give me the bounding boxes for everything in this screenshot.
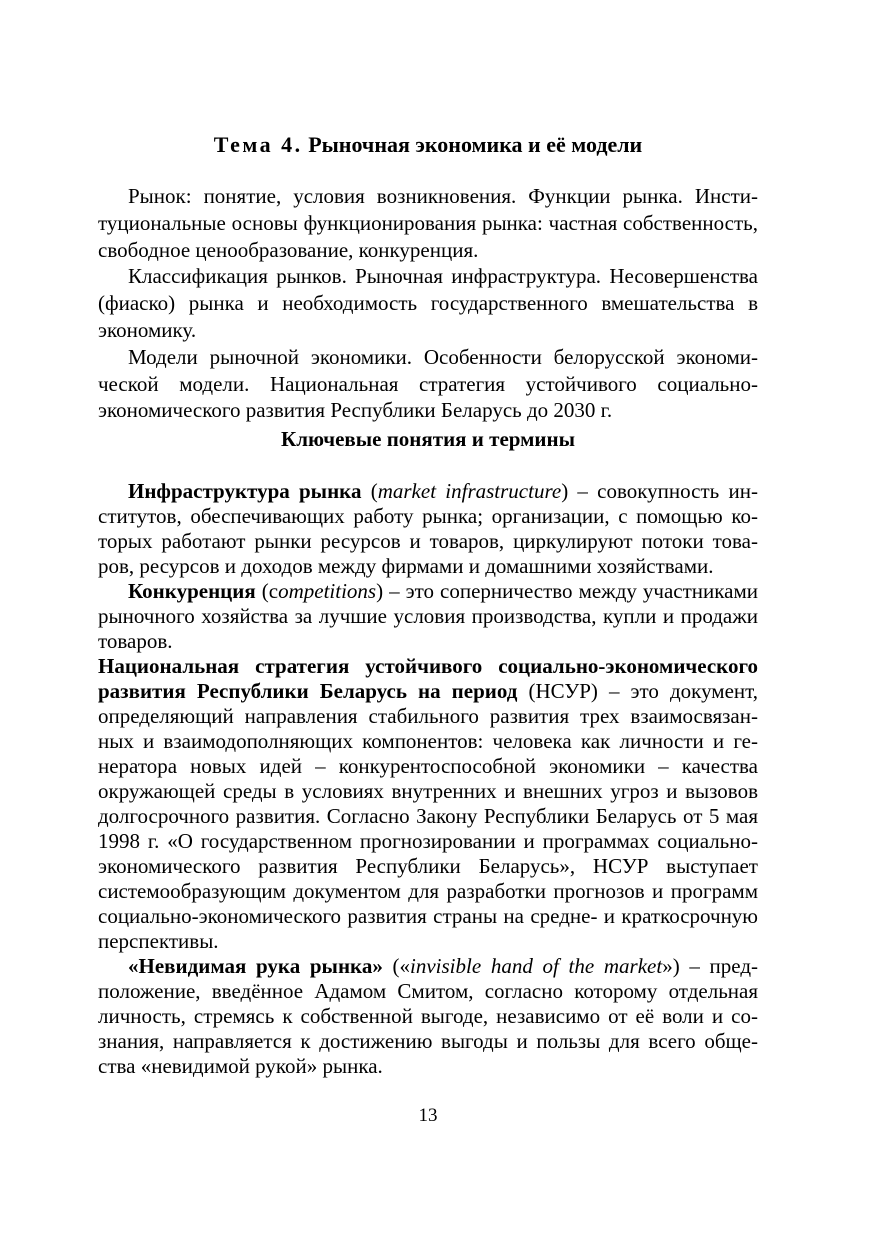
text-run: ( [361,479,378,504]
text-run: ) – совокупность институтов, обеспечивающих работу рынка; организации, с помощью которых работают рынки ресурсов и товаров, циркулируют потоки товаров, ресурсов и доходов между фирмами и домашними хозяйствами. [98,479,758,579]
text-run: (c [255,579,279,604]
bold-text-run: «Невидимая рука рынка» [128,954,383,979]
paragraph [98,579,758,654]
italic-text-run: market infrastructure [377,479,562,504]
bold-text-run: Инфраструктура рынка [128,479,362,504]
paragraph [98,654,758,954]
key-terms-paragraphs [98,479,758,1079]
text-run: ») – предположение, введённое Адамом Смитом, согласно которому отдельная личность, стремясь к собственной выгоде, независимо от её воли и сознания, направляется к достижению выгоды и пользы для всего общества «невидимой рукой» рынка. [98,954,758,1079]
paragraph [98,263,758,343]
intro-paragraphs [98,183,758,424]
text-block [98,0,758,1079]
text-run: (НСУР) – это документ, определяющий направления стабильного развития трех взаимосвязанных и взаимодополняющих компонентов: человека как личности и генератора новых идей – конкурентоспособной экономики – качества окружающей среды в условиях внутренних и внешних угроз и вызовов долгосрочного развития. Согласно Закону Республики Беларусь от 5 мая 1998 г. «О государственном прогнозировании и программах социально-экономического развития Республики Беларусь», НСУР выступает системообразующим документом для разработки прогнозов и программ социально-экономического развития страны на средне- и краткосрочную перспективы. [98,679,759,954]
paragraph [98,183,758,263]
bold-text-run: Конкуренция [128,579,256,604]
section-heading: Ключевые понятия и термины [280,427,576,452]
text-run: (« [382,954,411,979]
title-topic-number: Тема 4. [213,132,303,157]
italic-text-run: invisible hand of the market [410,954,663,979]
paragraph [98,479,758,579]
text-run: Модели рыночной экономики. Особенности белорусской экономической модели. Национальная стратегия устойчивого социально-экономического развития Республики Беларусь до 2030 г. [98,344,758,423]
text-run: Классификация рынков. Рыночная инфраструктура. Несовершенства (фиаско) рынка и необходимость государственного вмешательства в экономику. [98,264,758,342]
paragraph [98,954,758,1079]
italic-text-run: ompetitions [278,579,377,604]
text-run: Рынок: понятие, условия возникновения. Функции рынка. Институциональные основы функционирования рынка: частная собственность, свободное ценообразование, конкуренция. [98,184,758,262]
paragraph [98,344,758,424]
bold-text-run: Национальная стратегия устойчивого социально-экономического развития Республики Беларусь на период [98,654,758,704]
text-run: ) – это соперничество между участниками рыночного хозяйства за лучшие условия производства, купли и продажи товаров. [98,579,758,654]
page-title [98,131,758,158]
title-text: Рыночная экономика и её модели [302,132,643,157]
page-number: 13 [418,1105,438,1126]
